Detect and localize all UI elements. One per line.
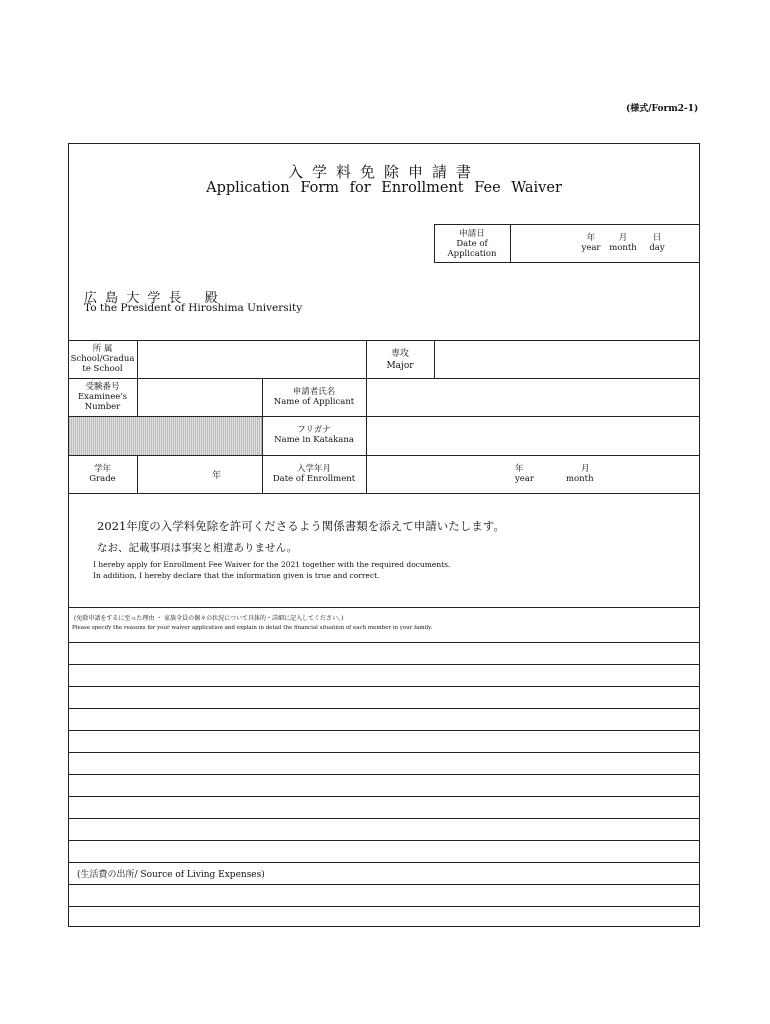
enrollment-label: 入学年月 <box>296 464 331 474</box>
application-date-label-en-1: Date of <box>456 239 488 249</box>
date-month-ja: 月 <box>618 233 628 243</box>
hatched-block <box>69 417 262 455</box>
declaration-en-1: I hereby apply for Enrollment Fee Waiver for the 2021 together with the required documents. <box>93 560 451 569</box>
enrollment-label-en: Date of Enrollment <box>272 474 356 484</box>
grade-label-en: Grade <box>89 474 116 484</box>
date-day-en: day <box>649 243 665 253</box>
examinee-number-field[interactable] <box>138 379 262 416</box>
major-field[interactable] <box>435 341 700 378</box>
enrollment-month-en: month <box>566 474 594 484</box>
form-frame <box>68 143 700 927</box>
enrollment-year-en: year <box>515 474 534 484</box>
grade-field[interactable] <box>138 456 262 493</box>
date-day-ja: 日 <box>652 233 662 243</box>
reasons-label-en: Please specify the reasons for your waiver application and explain in detail the financial situation of each member in your family. <box>72 625 433 631</box>
application-date-label-en-2: Application <box>447 249 497 259</box>
applicant-label: 申請者氏名 <box>292 387 336 397</box>
declaration-ja-2: なお、記載事項は事実と相違ありません。 <box>97 542 298 554</box>
living-expenses-label: (生活費の出所/ Source of Living Expenses) <box>77 870 265 880</box>
form-id: (様式/Form2-1) <box>626 104 699 114</box>
grade-unit: 年 <box>212 471 222 481</box>
title-japanese: 入学料免除申請書 <box>287 163 480 181</box>
declaration-en-2: In addition, I hereby declare that the information given is true and correct. <box>93 571 380 580</box>
title-english: Application Form for Enrollment Fee Waiver <box>206 180 562 196</box>
date-year-ja: 年 <box>586 233 596 243</box>
major-label: 専攻 <box>390 349 409 359</box>
applicant-label-en: Name of Applicant <box>273 397 355 407</box>
katakana-field[interactable] <box>367 417 700 455</box>
enrollment-date-field[interactable] <box>367 456 700 493</box>
date-year-en: year <box>581 243 601 253</box>
katakana-label-en: Name in Katakana <box>274 435 354 445</box>
enrollment-year-ja: 年 <box>515 464 524 474</box>
addressee-english: To the President of Hiroshima University <box>84 302 303 314</box>
reasons-label-ja: (免除申請をするに至った理由 ・ 家族全員の個々の状況について具体的・詳細に記入してください。) <box>74 615 344 622</box>
major-label-en: Major <box>386 361 414 371</box>
examinee-label-en-2: Number <box>84 402 121 412</box>
school-label-en-2: te School <box>82 364 123 374</box>
katakana-label: フリガナ <box>297 425 331 435</box>
enrollment-month-ja: 月 <box>581 464 590 474</box>
examinee-label-en-1: Examinee's <box>77 392 128 402</box>
applicant-name-field[interactable] <box>367 379 700 416</box>
school-label-en-1: School/Gradua <box>70 354 135 364</box>
school-field[interactable] <box>138 341 366 378</box>
examinee-label: 受験番号 <box>85 382 120 392</box>
school-label: 所 属 <box>92 344 113 354</box>
application-date-label: 申請日 <box>459 229 485 239</box>
date-month-en: month <box>609 243 637 253</box>
addressee-japanese: 広 島 大 学 長 殿 <box>84 291 220 306</box>
declaration-ja-1: 2021年度の入学料免除を許可くださるよう関係書類を添えて申請いたします。 <box>97 519 505 533</box>
grade-label: 学年 <box>93 464 111 474</box>
